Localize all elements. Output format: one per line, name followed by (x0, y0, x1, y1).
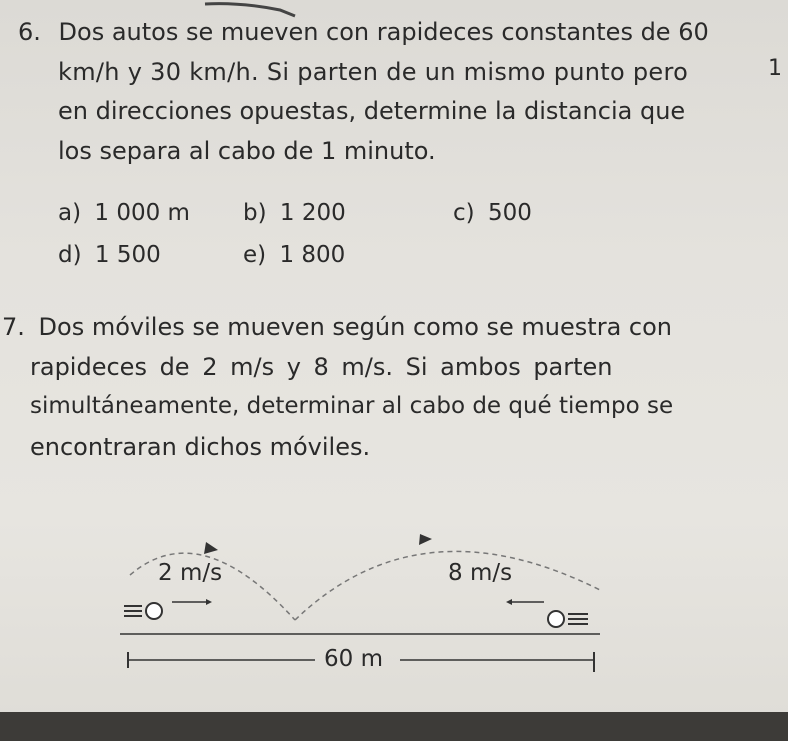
left-arc-arrowhead (204, 542, 218, 554)
left-speed-label: 2 m/s (158, 560, 223, 586)
problem-6-line-1 (18, 18, 709, 46)
right-speed-label: 8 m/s (448, 560, 513, 586)
option-b-letter: b) (243, 200, 267, 226)
problem-6-number: 6. (18, 18, 41, 46)
problem-6-line-3: en direcciones opuestas, determine la distancia que (58, 97, 686, 125)
right-arc-arrowhead (419, 534, 432, 545)
motion-diagram (110, 520, 610, 695)
option-d (58, 242, 161, 268)
option-d-value: 1 500 (94, 242, 161, 268)
right-velocity-arrow (506, 599, 544, 605)
bottom-edge-strip (0, 712, 788, 741)
problem-7-text-1: Dos móviles se mueven según como se muestra con (38, 313, 672, 341)
option-c (453, 200, 532, 226)
problem-7-line-1 (2, 313, 672, 341)
problem-6-line-4: los separa al cabo de 1 minuto. (58, 137, 436, 165)
option-a (58, 200, 190, 226)
option-c-letter: c) (453, 200, 475, 226)
option-a-value: 1 000 m (94, 200, 190, 226)
problem-6-line-2: km/h y 30 km/h. Si parten de un mismo punto pero (58, 58, 689, 86)
option-b (243, 200, 346, 226)
right-mobile-icon (548, 611, 588, 627)
problem-7-line-3: simultáneamente, determinar al cabo de qué tiempo se (30, 393, 674, 419)
distance-label: 60 m (324, 646, 383, 672)
option-b-value: 1 200 (279, 200, 346, 226)
option-d-letter: d) (58, 242, 82, 268)
option-e-value: 1 800 (279, 242, 346, 268)
problem-6-text-1: Dos autos se mueven con rapideces constantes de 60 (58, 18, 709, 46)
problem-7-number: 7. (2, 313, 25, 341)
option-a-letter: a) (58, 200, 82, 226)
option-e-letter: e) (243, 242, 267, 268)
left-mobile-icon (124, 603, 162, 619)
problem-7-line-4: encontraran dichos móviles. (30, 433, 371, 461)
option-c-value: 500 (487, 200, 532, 226)
option-e (243, 242, 345, 268)
problem-7-line-2: rapideces de 2 m/s y 8 m/s. Si ambos parten (30, 353, 613, 381)
left-velocity-arrow (172, 599, 212, 605)
edge-mark: 1 (768, 56, 782, 81)
